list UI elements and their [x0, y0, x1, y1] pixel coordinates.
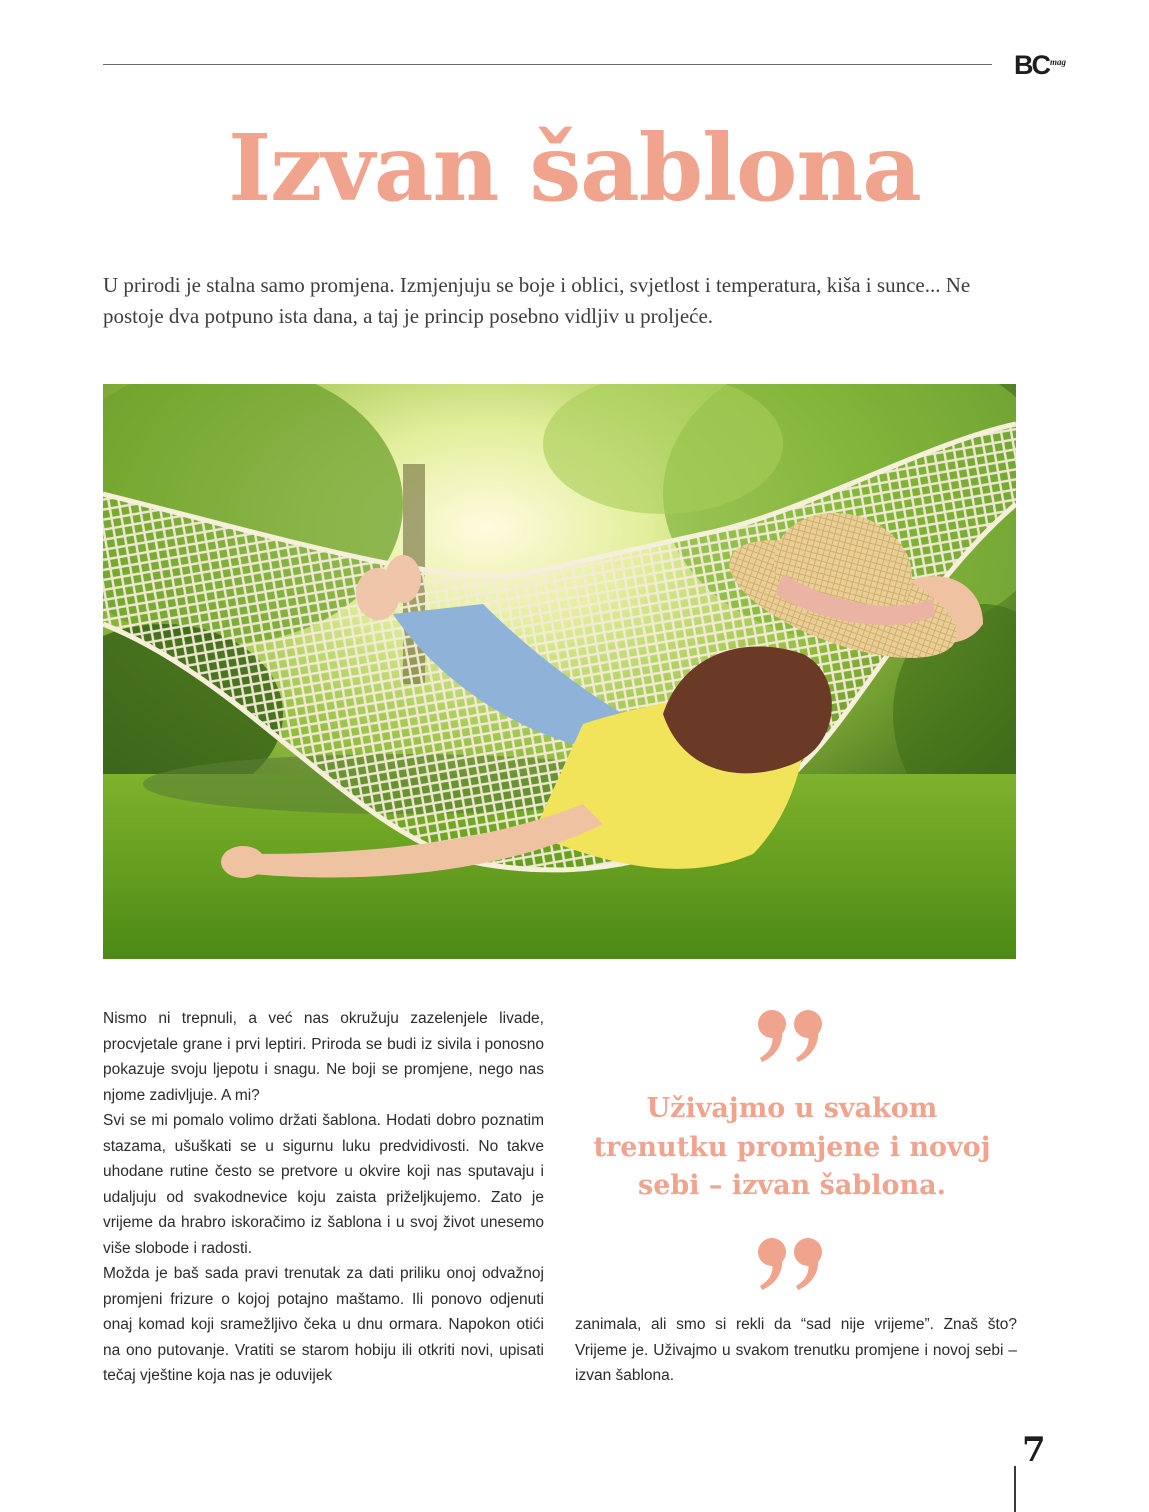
body-paragraph: Možda je baš sada pravi trenutak za dati priliku onoj odvažnoj promjeni frizure o kojoj potajno maštamo. Ili ponovo odjenuti onaj komad koji sramežljivo čeka u dnu ormara. Napokon otići na ono putovanje. Vratiti se starom hobiju ili otkriti novi, upisati tečaj vještine koja nas je oduvijek [103, 1265, 544, 1384]
logo-sub-text: mag [1050, 57, 1067, 67]
bc-mag-logo [1014, 50, 1066, 82]
article-title: Izvan šablona [228, 114, 921, 222]
pull-quote: Uživajmo u svakom trenutku promjene i novoj sebi – izvan šablona. [593, 1093, 991, 1201]
hammock-photo [103, 384, 1016, 959]
article-body-right: zanimala, ali smo si rekli da “sad nije vrijeme”. Znaš što? Vrijeme je. Uživajmo u svakom trenutku promjene i novoj sebi – izvan šablona. [575, 1316, 1017, 1384]
article-intro: U prirodi je stalna samo promjena. Izmjenjuju se boje i oblici, svjetlost i temperatura, kiša i sunce... Ne postoje dva potpuno ista dana, a taj je princip posebno vidljiv u proljeće. [103, 273, 971, 328]
hammock-photo-illustration [103, 384, 1016, 959]
logo-main-text: BC [1014, 50, 1049, 80]
page-number: 7 [1022, 1430, 1046, 1470]
article-body-left [103, 1006, 544, 1389]
header-rule [103, 64, 992, 65]
quote-mark-open-icon [752, 1006, 832, 1066]
page-number-rule [1014, 1466, 1016, 1512]
body-paragraph: Nismo ni trepnuli, a već nas okružuju zazelenjele livade, procvjetale grane i prvi leptiri. Priroda se budi iz sivila i ponosno pokazuje svoju ljepotu i snagu. Ne boji se promjene, nego nas njome zadivljuje. A mi? [103, 1010, 544, 1104]
quote-mark-close-icon [752, 1234, 832, 1294]
body-paragraph: Svi se mi pomalo volimo držati šablona. Hodati dobro poznatim stazama, ušuškati se u sigurnu luku predvidivosti. No takve uhodane rutine često se pretvore u okvire koji nas sputavaju i udaljuju od svakodnevice koju zaista priželjkujemo. Zato je vrijeme da hrabro iskoračimo iz šablona i u svoj život unesemo više slobode i radosti. [103, 1112, 544, 1257]
